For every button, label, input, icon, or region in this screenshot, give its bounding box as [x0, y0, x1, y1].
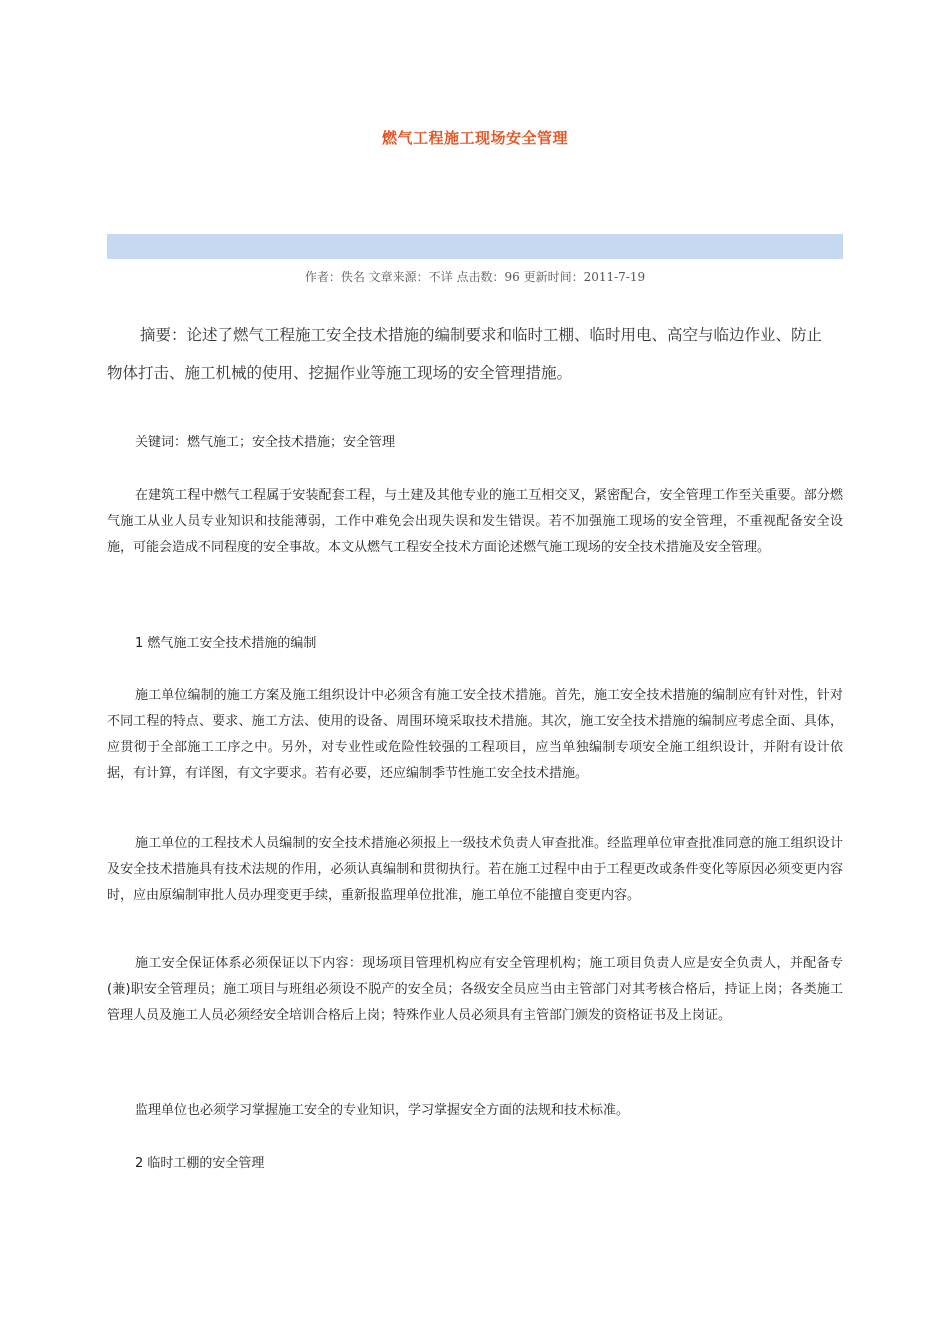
article-meta: 作者：佚名 文章来源：不详 点击数：96 更新时间：2011-7-19 [304, 270, 646, 284]
article-keywords: 关键词：燃气施工；安全技术措施；安全管理 [135, 435, 396, 450]
intro-paragraph: 在建筑工程中燃气工程属于安装配套工程，与土建及其他专业的施工互相交叉，紧密配合，安全管理工作至关重要。部分燃气施工从业人员专业知识和技能薄弱，工作中难免会出现失误和发生错误。若不加强施工现场的安全管理，不重视配备安全设施，可能会造成不同程度的安全事故。本文从燃气工程安全技术方面论述燃气施工现场的安全技术措施及安全管理。 [107, 488, 843, 555]
section-1-heading: 1 燃气施工安全技术措施的编制 [135, 636, 317, 651]
section-2-heading: 2 临时工棚的安全管理 [135, 1156, 265, 1171]
article-abstract: 摘要：论述了燃气工程施工安全技术措施的编制要求和临时工棚、临时用电、高空与临边作业、防止物体打击、施工机械的使用、挖掘作业等施工现场的安全管理措施。 [107, 326, 823, 382]
section-1-paragraph-2: 施工单位的工程技术人员编制的安全技术措施必须报上一级技术负责人审查批准。经监理单位审查批准同意的施工组织设计及安全技术措施具有技术法规的作用，必须认真编制和贯彻执行。若在施工过程中由于工程更改或条件变化等原因必须变更内容时，应由原编制审批人员办理变更手续，重新报监理单位批准，施工单位不能擅自变更内容。 [107, 836, 843, 903]
header-band [107, 234, 843, 259]
section-1-paragraph-3: 施工安全保证体系必须保证以下内容：现场项目管理机构应有安全管理机构；施工项目负责人应是安全负责人，并配备专(兼)职安全管理员；施工项目与班组必须设不脱产的安全员；各级安全员应当由主管部门对其考核合格后，持证上岗；各类施工管理人员及施工人员必须经安全培训合格后上岗；特殊作业人员必须具有主管部门颁发的资格证书及上岗证。 [107, 956, 843, 1023]
article-title: 燃气工程施工现场安全管理 [381, 129, 568, 147]
section-1-paragraph-4: 监理单位也必须学习掌握施工安全的专业知识，学习掌握安全方面的法规和技术标准。 [135, 1103, 630, 1118]
section-1-paragraph-1: 施工单位编制的施工方案及施工组织设计中必须含有施工安全技术措施。首先，施工安全技术措施的编制应有针对性，针对不同工程的特点、要求、施工方法、使用的设备、周围环境采取技术措施。其次，施工安全技术措施的编制应考虑全面、具体，应贯彻于全部施工工序之中。另外，对专业性或危险性较强的工程项目，应当单独编制专项安全施工组织设计，并附有设计依据，有计算，有详图，有文字要求。若有必要，还应编制季节性施工安全技术措施。 [107, 688, 843, 781]
